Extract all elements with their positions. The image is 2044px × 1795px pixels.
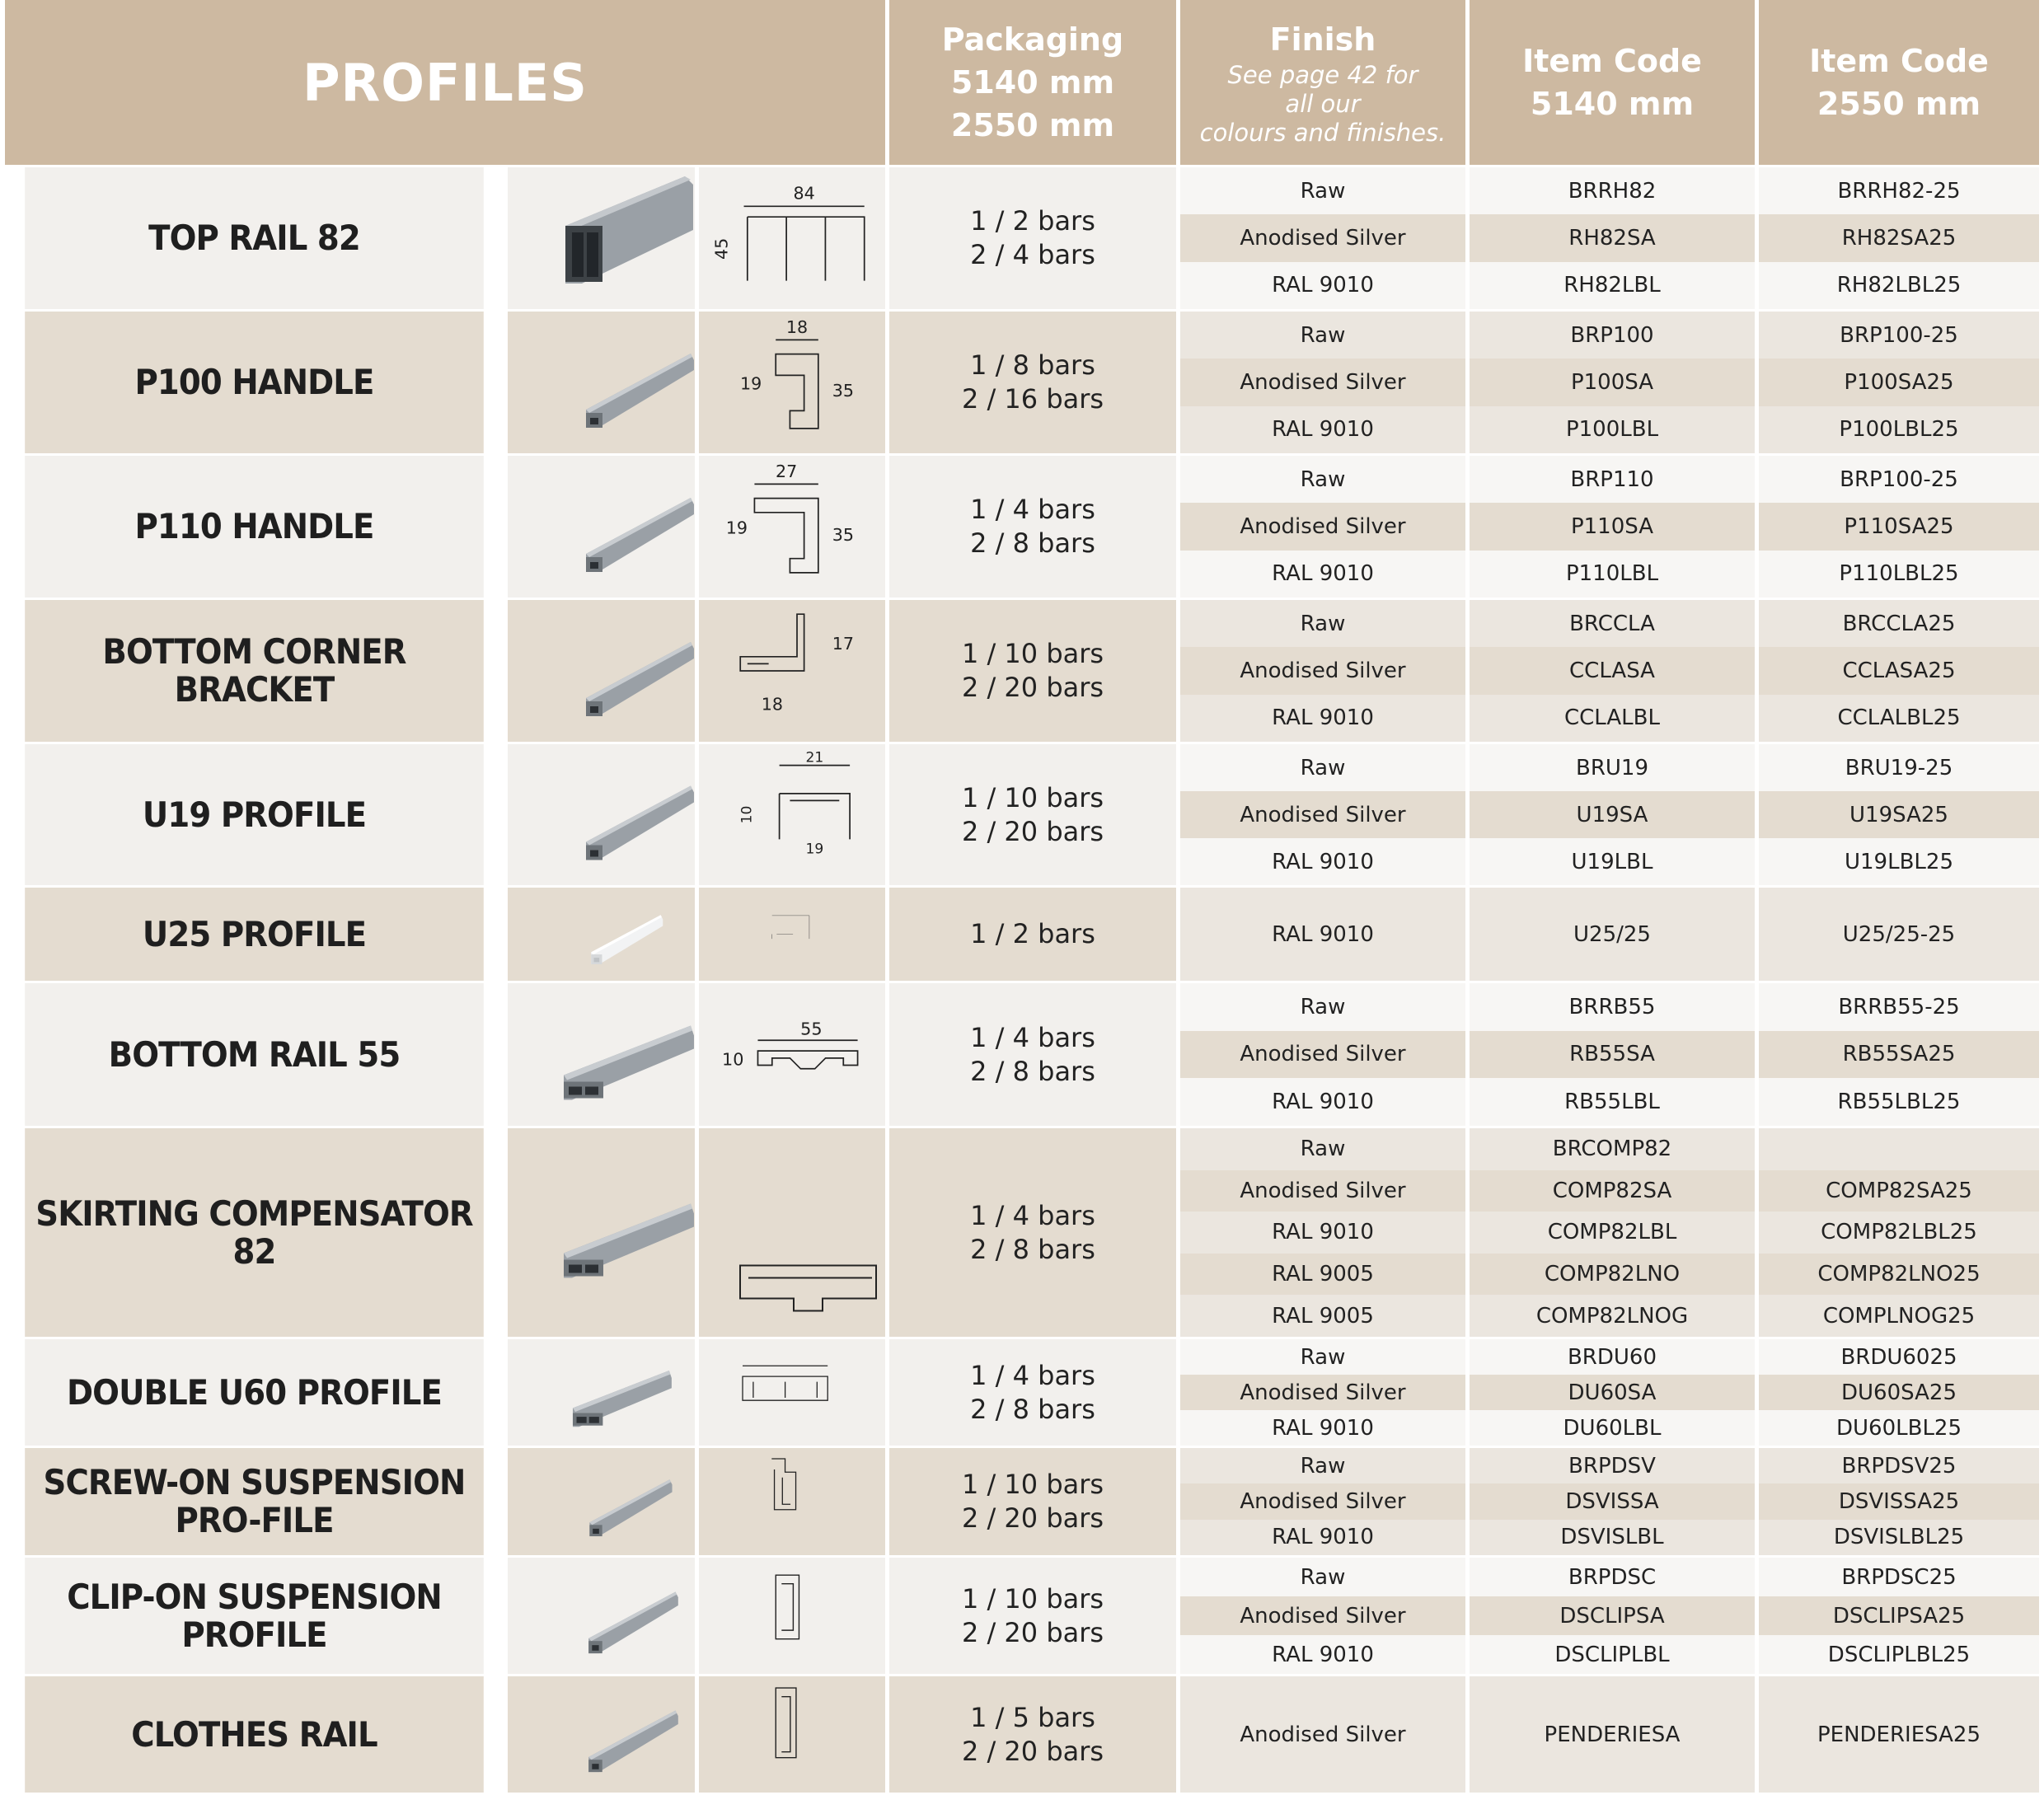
finish-value: RAL 9010 <box>1180 1520 1465 1555</box>
svg-text:27: 27 <box>775 461 798 481</box>
item-code-5140-cell <box>1470 744 1755 885</box>
item-code-2550: CCLALBL25 <box>1759 695 2039 742</box>
packaging-cell <box>889 600 1176 742</box>
packaging-line: 2 / 8 bars <box>970 1233 1095 1265</box>
packaging-line: 1 / 10 bars <box>961 1469 1104 1500</box>
table-row <box>5 888 2039 981</box>
page-title: PROFILES <box>302 52 588 113</box>
item-code-2550-cell <box>1759 312 2039 453</box>
profile-drawing <box>699 1558 885 1674</box>
profile-name: U25 PROFILE <box>25 888 484 981</box>
profile-name: TOP RAIL 82 <box>25 167 484 309</box>
item-code-2550: P100SA25 <box>1759 359 2039 405</box>
item-code-5140: CCLALBL <box>1470 695 1755 742</box>
profile-name: BOTTOM RAIL 55 <box>25 983 484 1126</box>
item-code-2550-cell <box>1759 456 2039 598</box>
finish-value: Raw <box>1180 983 1465 1031</box>
finish-value: RAL 9010 <box>1180 1410 1465 1446</box>
packaging-line: 2 / 20 bars <box>961 1616 1104 1648</box>
svg-text:19: 19 <box>739 373 762 394</box>
item-code-2550-cell <box>1759 888 2039 981</box>
table-row <box>5 1128 2039 1337</box>
header-code-2550 <box>1759 0 2039 165</box>
item-code-2550: P110SA25 <box>1759 503 2039 550</box>
item-code-2550-cell <box>1759 1128 2039 1337</box>
item-code-5140: RB55LBL <box>1470 1078 1755 1126</box>
table-row <box>5 312 2039 453</box>
item-code-2550: RB55LBL25 <box>1759 1078 2039 1126</box>
profile-drawing <box>699 1128 885 1337</box>
item-code-2550: U19LBL25 <box>1759 838 2039 885</box>
item-code-5140-cell <box>1470 1128 1755 1337</box>
item-code-5140-cell <box>1470 456 1755 598</box>
item-code-5140: CCLASA <box>1470 647 1755 694</box>
item-code-5140: P100SA <box>1470 359 1755 405</box>
item-code-5140: PENDERIESA <box>1470 1676 1755 1793</box>
header-finish-note-1: See page 42 for <box>1227 60 1418 89</box>
item-code-2550-cell <box>1759 983 2039 1126</box>
item-code-2550-cell <box>1759 600 2039 742</box>
item-code-5140-cell <box>1470 983 1755 1126</box>
item-code-2550: P100LBL25 <box>1759 406 2039 453</box>
profile-name: SKIRTING COMPENSATOR 82 <box>25 1128 484 1337</box>
packaging-line: 2 / 20 bars <box>961 672 1104 703</box>
finish-value-cell <box>1180 1339 1465 1446</box>
finish-value: Raw <box>1180 600 1465 647</box>
item-code-2550: BRRB55-25 <box>1759 983 2039 1031</box>
svg-text:18: 18 <box>785 316 809 337</box>
finish-value: Anodised Silver <box>1180 359 1465 405</box>
item-code-5140: BRCCLA <box>1470 600 1755 647</box>
item-code-2550: DU60LBL25 <box>1759 1410 2039 1446</box>
finish-value: RAL 9010 <box>1180 1635 1465 1674</box>
packaging-line: 2 / 8 bars <box>970 1393 1095 1425</box>
finish-value: Raw <box>1180 1558 1465 1596</box>
svg-text:45: 45 <box>711 237 732 260</box>
header-code-5140-label: Item Code <box>1522 43 1702 79</box>
item-code-2550-cell <box>1759 167 2039 309</box>
finish-value: Anodised Silver <box>1180 1596 1465 1635</box>
item-code-5140: DU60LBL <box>1470 1410 1755 1446</box>
item-code-2550: DSCLIPSA25 <box>1759 1596 2039 1635</box>
header-code-2550-length: 2550 mm <box>1817 86 1981 122</box>
item-code-5140: P100LBL <box>1470 406 1755 453</box>
finish-value-cell <box>1180 312 1465 453</box>
finish-value: Raw <box>1180 744 1465 791</box>
table-row <box>5 167 2039 309</box>
item-code-2550: COMPLNOG25 <box>1759 1295 2039 1337</box>
finish-value: Raw <box>1180 167 1465 214</box>
svg-text:10: 10 <box>738 805 756 824</box>
item-code-5140: BRU19 <box>1470 744 1755 791</box>
item-code-5140: BRCOMP82 <box>1470 1128 1755 1170</box>
item-code-5140-cell <box>1470 312 1755 453</box>
item-code-2550: BRU19-25 <box>1759 744 2039 791</box>
item-code-5140: BRDU60 <box>1470 1339 1755 1375</box>
packaging-line: 1 / 2 bars <box>970 918 1095 949</box>
packaging-line: 1 / 10 bars <box>961 1582 1104 1615</box>
packaging-line: 2 / 20 bars <box>961 1735 1104 1767</box>
profile-name: DOUBLE U60 PROFILE <box>25 1339 484 1446</box>
table-row <box>5 600 2039 742</box>
packaging-cell <box>889 983 1176 1126</box>
finish-value: RAL 9010 <box>1180 551 1465 598</box>
finish-value-cell <box>1180 1128 1465 1337</box>
item-code-2550-cell <box>1759 1676 2039 1793</box>
item-code-2550: BRPDSV25 <box>1759 1448 2039 1483</box>
item-code-2550: COMP82LNO25 <box>1759 1254 2039 1296</box>
item-code-2550: COMP82LBL25 <box>1759 1212 2039 1254</box>
finish-value: Anodised Silver <box>1180 214 1465 261</box>
finish-value: Raw <box>1180 1448 1465 1483</box>
table-row <box>5 1448 2039 1555</box>
packaging-cell <box>889 1558 1176 1674</box>
item-code-2550: DSVISLBL25 <box>1759 1520 2039 1555</box>
packaging-line: 1 / 4 bars <box>970 1359 1095 1391</box>
item-code-5140-cell <box>1470 600 1755 742</box>
profile-name: U19 PROFILE <box>25 744 484 885</box>
finish-value-cell <box>1180 1676 1465 1793</box>
packaging-cell <box>889 167 1176 309</box>
profile-photo <box>508 1448 695 1555</box>
profile-photo <box>508 1558 695 1674</box>
finish-value: Raw <box>1180 1128 1465 1170</box>
finish-value: Anodised Silver <box>1180 1375 1465 1410</box>
profile-photo <box>508 312 695 453</box>
profile-drawing <box>699 744 885 885</box>
item-code-2550-cell <box>1759 1339 2039 1446</box>
packaging-line: 2 / 20 bars <box>961 1502 1104 1534</box>
packaging-line: 2 / 8 bars <box>970 527 1095 559</box>
profile-name: BOTTOM CORNER BRACKET <box>25 600 484 742</box>
finish-value: Anodised Silver <box>1180 1170 1465 1212</box>
svg-text:21: 21 <box>805 749 824 766</box>
header-code-5140-length: 5140 mm <box>1530 86 1695 122</box>
svg-text:35: 35 <box>832 525 855 546</box>
header-packaging-label: Packaging <box>941 21 1124 58</box>
item-code-5140-cell <box>1470 1339 1755 1446</box>
svg-text:55: 55 <box>800 1019 823 1039</box>
profile-drawing <box>699 983 885 1126</box>
item-code-5140: RB55SA <box>1470 1031 1755 1079</box>
profile-name: CLOTHES RAIL <box>25 1676 484 1793</box>
table-row <box>5 1339 2039 1446</box>
item-code-2550 <box>1759 1128 2039 1170</box>
item-code-2550: RH82SA25 <box>1759 214 2039 261</box>
item-code-5140: BRRB55 <box>1470 983 1755 1031</box>
item-code-5140: DU60SA <box>1470 1375 1755 1410</box>
profile-photo <box>508 1128 695 1337</box>
header-code-5140 <box>1470 0 1755 165</box>
profile-name: P100 HANDLE <box>25 312 484 453</box>
svg-text:19: 19 <box>725 518 748 538</box>
finish-value: RAL 9010 <box>1180 262 1465 309</box>
header-finish-label: Finish <box>1269 21 1376 58</box>
item-code-5140-cell <box>1470 1448 1755 1555</box>
finish-value: RAL 9010 <box>1180 695 1465 742</box>
packaging-line: 2 / 4 bars <box>970 239 1095 270</box>
finish-value: Anodised Silver <box>1180 503 1465 550</box>
item-code-2550: BRDU6025 <box>1759 1339 2039 1375</box>
profile-photo <box>508 1676 695 1793</box>
finish-value: RAL 9010 <box>1180 1212 1465 1254</box>
packaging-line: 1 / 5 bars <box>970 1701 1095 1733</box>
profile-drawing <box>699 456 885 598</box>
packaging-line: 1 / 10 bars <box>961 781 1104 813</box>
item-code-5140: RH82SA <box>1470 214 1755 261</box>
table-row <box>5 983 2039 1126</box>
item-code-2550: BRRH82-25 <box>1759 167 2039 214</box>
item-code-2550-cell <box>1759 1558 2039 1674</box>
profile-photo <box>508 888 695 981</box>
header-packaging-length-short: 2550 mm <box>950 107 1115 143</box>
profile-drawing <box>699 167 885 309</box>
profile-name: P110 HANDLE <box>25 456 484 598</box>
profile-drawing <box>699 312 885 453</box>
header-finish-note-3: colours and finishes. <box>1199 118 1446 147</box>
finish-value: RAL 9010 <box>1180 1078 1465 1126</box>
finish-value: Raw <box>1180 456 1465 503</box>
item-code-2550: BRCCLA25 <box>1759 600 2039 647</box>
packaging-cell <box>889 1128 1176 1337</box>
packaging-line: 1 / 2 bars <box>970 205 1095 237</box>
finish-value: RAL 9010 <box>1180 406 1465 453</box>
svg-text:84: 84 <box>793 183 815 204</box>
packaging-cell <box>889 456 1176 598</box>
finish-value: RAL 9005 <box>1180 1254 1465 1296</box>
item-code-2550: U25/25-25 <box>1759 888 2039 981</box>
packaging-line: 1 / 10 bars <box>961 638 1104 669</box>
packaging-line: 1 / 8 bars <box>970 349 1095 381</box>
item-code-2550: DSVISSA25 <box>1759 1483 2039 1519</box>
item-code-5140: DSVISLBL <box>1470 1520 1755 1555</box>
item-code-2550: COMP82SA25 <box>1759 1170 2039 1212</box>
profile-photo <box>508 456 695 598</box>
item-code-5140-cell <box>1470 1676 1755 1793</box>
item-code-5140: BRPDSC <box>1470 1558 1755 1596</box>
item-code-2550: RH82LBL25 <box>1759 262 2039 309</box>
item-code-5140: U19SA <box>1470 791 1755 838</box>
header-packaging-length-long: 5140 mm <box>950 64 1115 101</box>
finish-value-cell <box>1180 456 1465 598</box>
header-packaging <box>889 0 1176 165</box>
header-finish-note-2: all our <box>1285 89 1361 118</box>
profile-name: CLIP-ON SUSPENSION PROFILE <box>25 1558 484 1674</box>
svg-text:10: 10 <box>722 1049 744 1070</box>
item-code-5140: RH82LBL <box>1470 262 1755 309</box>
profile-drawing <box>699 600 885 742</box>
item-code-2550: BRP100-25 <box>1759 312 2039 359</box>
profile-photo <box>508 983 695 1126</box>
packaging-cell <box>889 1448 1176 1555</box>
item-code-2550: U19SA25 <box>1759 791 2039 838</box>
profile-photo <box>508 600 695 742</box>
item-code-5140: COMP82SA <box>1470 1170 1755 1212</box>
finish-value: Anodised Silver <box>1180 1031 1465 1079</box>
item-code-2550: PENDERIESA25 <box>1759 1676 2039 1793</box>
table-row <box>5 1558 2039 1674</box>
finish-value: Anodised Silver <box>1180 1676 1465 1793</box>
finish-value: RAL 9010 <box>1180 888 1465 981</box>
item-code-2550: P110LBL25 <box>1759 551 2039 598</box>
profile-drawing <box>699 888 885 981</box>
profile-photo <box>508 167 695 309</box>
finish-value: Anodised Silver <box>1180 1483 1465 1519</box>
packaging-line: 1 / 4 bars <box>970 494 1095 525</box>
item-code-5140-cell <box>1470 167 1755 309</box>
finish-value: Raw <box>1180 312 1465 359</box>
packaging-cell <box>889 888 1176 981</box>
item-code-2550-cell <box>1759 1448 2039 1555</box>
item-code-5140: BRP110 <box>1470 456 1755 503</box>
table-row <box>5 456 2039 598</box>
finish-value: Anodised Silver <box>1180 791 1465 838</box>
table-row <box>5 1676 2039 1793</box>
item-code-5140: U19LBL <box>1470 838 1755 885</box>
item-code-5140: COMP82LNOG <box>1470 1295 1755 1337</box>
svg-text:19: 19 <box>805 841 824 858</box>
header-profiles <box>5 0 885 165</box>
item-code-2550: DU60SA25 <box>1759 1375 2039 1410</box>
item-code-5140: COMP82LBL <box>1470 1212 1755 1254</box>
item-code-2550: BRP100-25 <box>1759 456 2039 503</box>
header-finish <box>1180 0 1465 165</box>
svg-text:18: 18 <box>761 694 784 715</box>
finish-value: Anodised Silver <box>1180 647 1465 694</box>
finish-value-cell <box>1180 888 1465 981</box>
item-code-5140: U25/25 <box>1470 888 1755 981</box>
finish-value-cell <box>1180 983 1465 1126</box>
packaging-line: 1 / 4 bars <box>970 1021 1095 1053</box>
item-code-2550: RB55SA25 <box>1759 1031 2039 1079</box>
packaging-cell <box>889 1676 1176 1793</box>
packaging-line: 2 / 8 bars <box>970 1055 1095 1087</box>
svg-text:17: 17 <box>832 634 855 654</box>
finish-value-cell <box>1180 1448 1465 1555</box>
packaging-cell <box>889 1339 1176 1446</box>
header-code-2550-label: Item Code <box>1809 43 1989 79</box>
item-code-5140: BRP100 <box>1470 312 1755 359</box>
profile-photo <box>508 1339 695 1446</box>
profile-drawing <box>699 1676 885 1793</box>
item-code-5140-cell <box>1470 888 1755 981</box>
item-code-2550: CCLASA25 <box>1759 647 2039 694</box>
item-code-5140-cell <box>1470 1558 1755 1674</box>
item-code-5140: P110SA <box>1470 503 1755 550</box>
finish-value: RAL 9005 <box>1180 1295 1465 1337</box>
packaging-line: 2 / 20 bars <box>961 815 1104 847</box>
item-code-5140: BRPDSV <box>1470 1448 1755 1483</box>
packaging-cell <box>889 744 1176 885</box>
finish-value-cell <box>1180 167 1465 309</box>
profile-name: SCREW-ON SUSPENSION PRO-FILE <box>25 1448 484 1555</box>
item-code-2550: BRPDSC25 <box>1759 1558 2039 1596</box>
profile-drawing <box>699 1339 885 1446</box>
item-code-2550: DSCLIPLBL25 <box>1759 1635 2039 1674</box>
item-code-5140: BRRH82 <box>1470 167 1755 214</box>
table-row <box>5 744 2039 885</box>
finish-value-cell <box>1180 1558 1465 1674</box>
finish-value-cell <box>1180 600 1465 742</box>
finish-value: Raw <box>1180 1339 1465 1375</box>
profile-drawing <box>699 1448 885 1555</box>
packaging-line: 2 / 16 bars <box>961 383 1104 415</box>
svg-text:35: 35 <box>832 381 855 401</box>
item-code-5140: COMP82LNO <box>1470 1254 1755 1296</box>
finish-value: RAL 9010 <box>1180 838 1465 885</box>
profile-photo <box>508 744 695 885</box>
packaging-line: 1 / 4 bars <box>970 1199 1095 1231</box>
item-code-5140: DSCLIPSA <box>1470 1596 1755 1635</box>
packaging-cell <box>889 312 1176 453</box>
item-code-5140: P110LBL <box>1470 551 1755 598</box>
item-code-2550-cell <box>1759 744 2039 885</box>
finish-value-cell <box>1180 744 1465 885</box>
item-code-5140: DSVISSA <box>1470 1483 1755 1519</box>
item-code-5140: DSCLIPLBL <box>1470 1635 1755 1674</box>
